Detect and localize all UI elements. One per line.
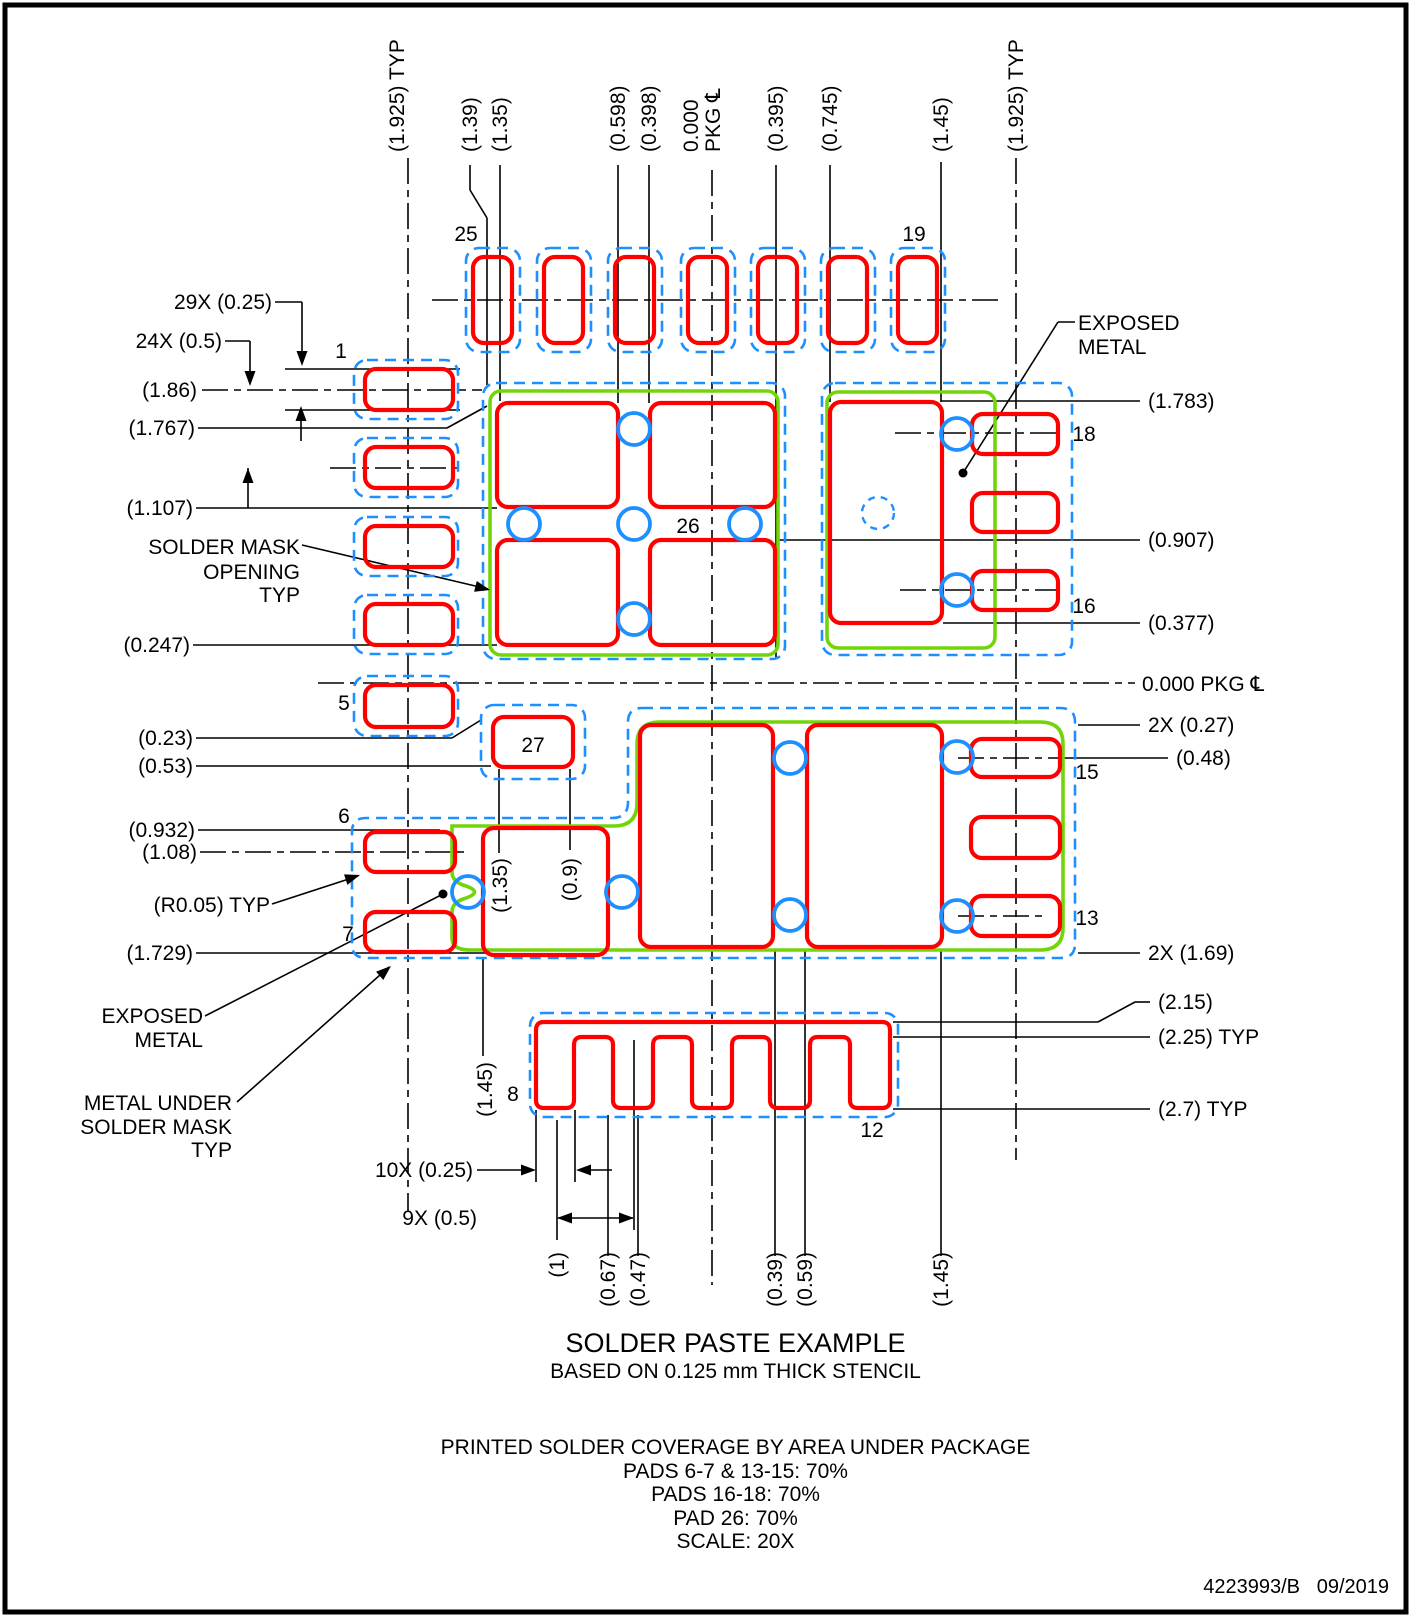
- dimension-label: 29X (0.25): [173, 291, 272, 314]
- dimension-label: 5: [338, 692, 350, 715]
- dimension-label: (2.25) TYP: [1158, 1026, 1260, 1049]
- via-circle: [508, 508, 540, 540]
- paste-pad: [807, 725, 942, 947]
- paste-pad-comb: [536, 1022, 890, 1108]
- dimension-label: (0.932): [128, 819, 195, 842]
- dimension-label: (1.45): [930, 97, 953, 152]
- dimension-label: (0.745): [819, 85, 842, 152]
- dimension-label: (0.907): [1148, 529, 1215, 552]
- dimension-label: 8: [507, 1083, 519, 1106]
- dimension-label: TYP: [259, 584, 300, 607]
- dimension-label: 25: [454, 223, 478, 246]
- dimension-label: (0.398): [638, 85, 661, 152]
- dimension-label: METAL UNDER: [83, 1092, 232, 1115]
- dimension-arrowhead: [245, 371, 256, 386]
- dimension-label: 24X (0.5): [135, 330, 222, 353]
- via-circle: [606, 876, 638, 908]
- metal-outline: [490, 391, 778, 655]
- dimension-label: 27: [521, 734, 545, 757]
- leader-dot: [439, 890, 448, 899]
- dimension-label: (1.35): [489, 97, 512, 152]
- coverage-note-line: PRINTED SOLDER COVERAGE BY AREA UNDER PACKAGE: [440, 1436, 1031, 1459]
- dimension-label: 19: [902, 223, 926, 246]
- dimension-label: (1.729): [126, 942, 193, 965]
- dimension-label: (1.35): [489, 858, 512, 913]
- paste-pad: [365, 604, 453, 645]
- dimension-label: (0.247): [123, 634, 190, 657]
- dimension-label: 12: [860, 1119, 884, 1142]
- dimension-label: 7: [342, 923, 354, 946]
- via-circle: [729, 508, 761, 540]
- dimension-label: 15: [1075, 761, 1099, 784]
- title-block-number: 4223993/B 09/2019: [1203, 1576, 1389, 1598]
- leader-dot: [959, 469, 968, 478]
- dimension-label: 1: [335, 340, 347, 363]
- paste-pad: [497, 403, 618, 507]
- dimension-label: (1.08): [142, 841, 197, 864]
- dimension-label: 26: [676, 515, 700, 538]
- dimension-label: (1.925) TYP: [386, 39, 409, 152]
- drawing-title: SOLDER PASTE EXAMPLE: [565, 1328, 906, 1358]
- dimension-label: (0.598): [607, 85, 630, 152]
- solder-mask-outline: [530, 1013, 898, 1117]
- dimension-label: (1.783): [1148, 390, 1215, 413]
- via-circle: [618, 508, 650, 540]
- dimension-label: 2X (0.27): [1148, 714, 1235, 737]
- dimension-label: (1.86): [142, 379, 197, 402]
- dimension-label: SOLDER MASK: [148, 536, 300, 559]
- via-circle: [941, 741, 973, 773]
- via-circle-hidden: [862, 497, 894, 529]
- dimension-label: 6: [338, 805, 350, 828]
- dimension-arrowhead: [243, 468, 254, 483]
- dimension-arrowhead: [376, 962, 395, 980]
- dimension-line: [272, 876, 358, 904]
- coverage-note-line: PADS 6-7 & 13-15: 70%: [623, 1459, 848, 1483]
- paste-pad: [365, 912, 455, 952]
- dimension-label: (0.9): [559, 858, 582, 902]
- dimension-label: (0.67): [597, 1252, 620, 1307]
- dimension-label: (0.377): [1148, 612, 1215, 635]
- dimension-label: (0.59): [794, 1252, 817, 1307]
- dimension-label: (0.47): [627, 1252, 650, 1307]
- paste-pad: [365, 526, 453, 567]
- dimension-label: METAL: [1078, 336, 1147, 359]
- dimension-label: (0.395): [765, 85, 788, 152]
- via-circle: [452, 876, 484, 908]
- dimension-label: EXPOSED: [101, 1005, 203, 1028]
- dimension-arrowhead: [296, 406, 307, 421]
- dimension-label: (1.45): [930, 1252, 953, 1307]
- dimension-label: 18: [1072, 423, 1096, 446]
- dimension-label: (1): [546, 1252, 569, 1278]
- dimension-line: [470, 190, 487, 218]
- dimension-label: 2X (1.69): [1148, 942, 1235, 965]
- via-circle: [618, 603, 650, 635]
- drawing-subtitle: BASED ON 0.125 mm THICK STENCIL: [550, 1360, 921, 1383]
- dimension-label: 16: [1072, 595, 1096, 618]
- dimension-label: (1.107): [126, 497, 193, 520]
- dimension-arrowhead: [576, 1165, 591, 1176]
- paste-pad: [972, 493, 1058, 532]
- paste-pad: [640, 725, 773, 947]
- dimension-label: (0.48): [1176, 747, 1231, 770]
- dimension-label: 13: [1075, 907, 1099, 930]
- dimension-label: (0.23): [138, 727, 193, 750]
- dimension-arrowhead: [521, 1165, 536, 1176]
- dimension-label: (0.39): [764, 1252, 787, 1307]
- dimension-arrowhead: [557, 1213, 572, 1224]
- dimension-label: SOLDER MASK: [80, 1116, 232, 1139]
- dimension-label: (1.925) TYP: [1005, 39, 1028, 152]
- dimension-arrowhead: [297, 351, 308, 366]
- dimension-label: (2.7) TYP: [1158, 1098, 1248, 1121]
- dimension-label: 9X (0.5): [402, 1207, 477, 1230]
- dimension-label: (0.53): [138, 755, 193, 778]
- via-circle: [618, 413, 650, 445]
- coverage-note-line: PAD 26: 70%: [673, 1506, 798, 1530]
- dimension-label: (1.45): [474, 1062, 497, 1117]
- paste-pad: [972, 414, 1058, 454]
- dimension-label: (1.39): [459, 97, 482, 152]
- dimension-arrowhead: [619, 1213, 634, 1224]
- via-circle: [774, 742, 806, 774]
- dimension-label: OPENING: [203, 561, 300, 584]
- paste-pad: [365, 685, 453, 727]
- dimension-label: PKG ℄: [702, 88, 725, 152]
- dimension-label: TYP: [191, 1139, 232, 1162]
- pkg-centerline-label: 0.000 PKG ℄: [1142, 673, 1265, 696]
- metal-outline: [827, 392, 995, 648]
- dimension-label: EXPOSED: [1078, 312, 1180, 335]
- dimension-label: 10X (0.25): [374, 1159, 473, 1182]
- coverage-note-line: PADS 16-18: 70%: [651, 1483, 820, 1506]
- dimension-label: (1.767): [128, 417, 195, 440]
- solder-mask-outline: [483, 383, 785, 659]
- via-circle: [774, 899, 806, 931]
- dimension-line: [1098, 1002, 1135, 1022]
- coverage-notes: [0, 1436, 1411, 1554]
- dimension-label: (2.15): [1158, 991, 1213, 1014]
- dimension-label: METAL: [134, 1029, 203, 1052]
- dimension-line: [452, 720, 481, 738]
- dimension-label: (R0.05) TYP: [153, 894, 270, 917]
- scale-note: SCALE: 20X: [676, 1530, 795, 1553]
- via-circle: [941, 418, 973, 450]
- paste-pad: [497, 540, 618, 645]
- dimension-label: 0.000: [680, 99, 703, 152]
